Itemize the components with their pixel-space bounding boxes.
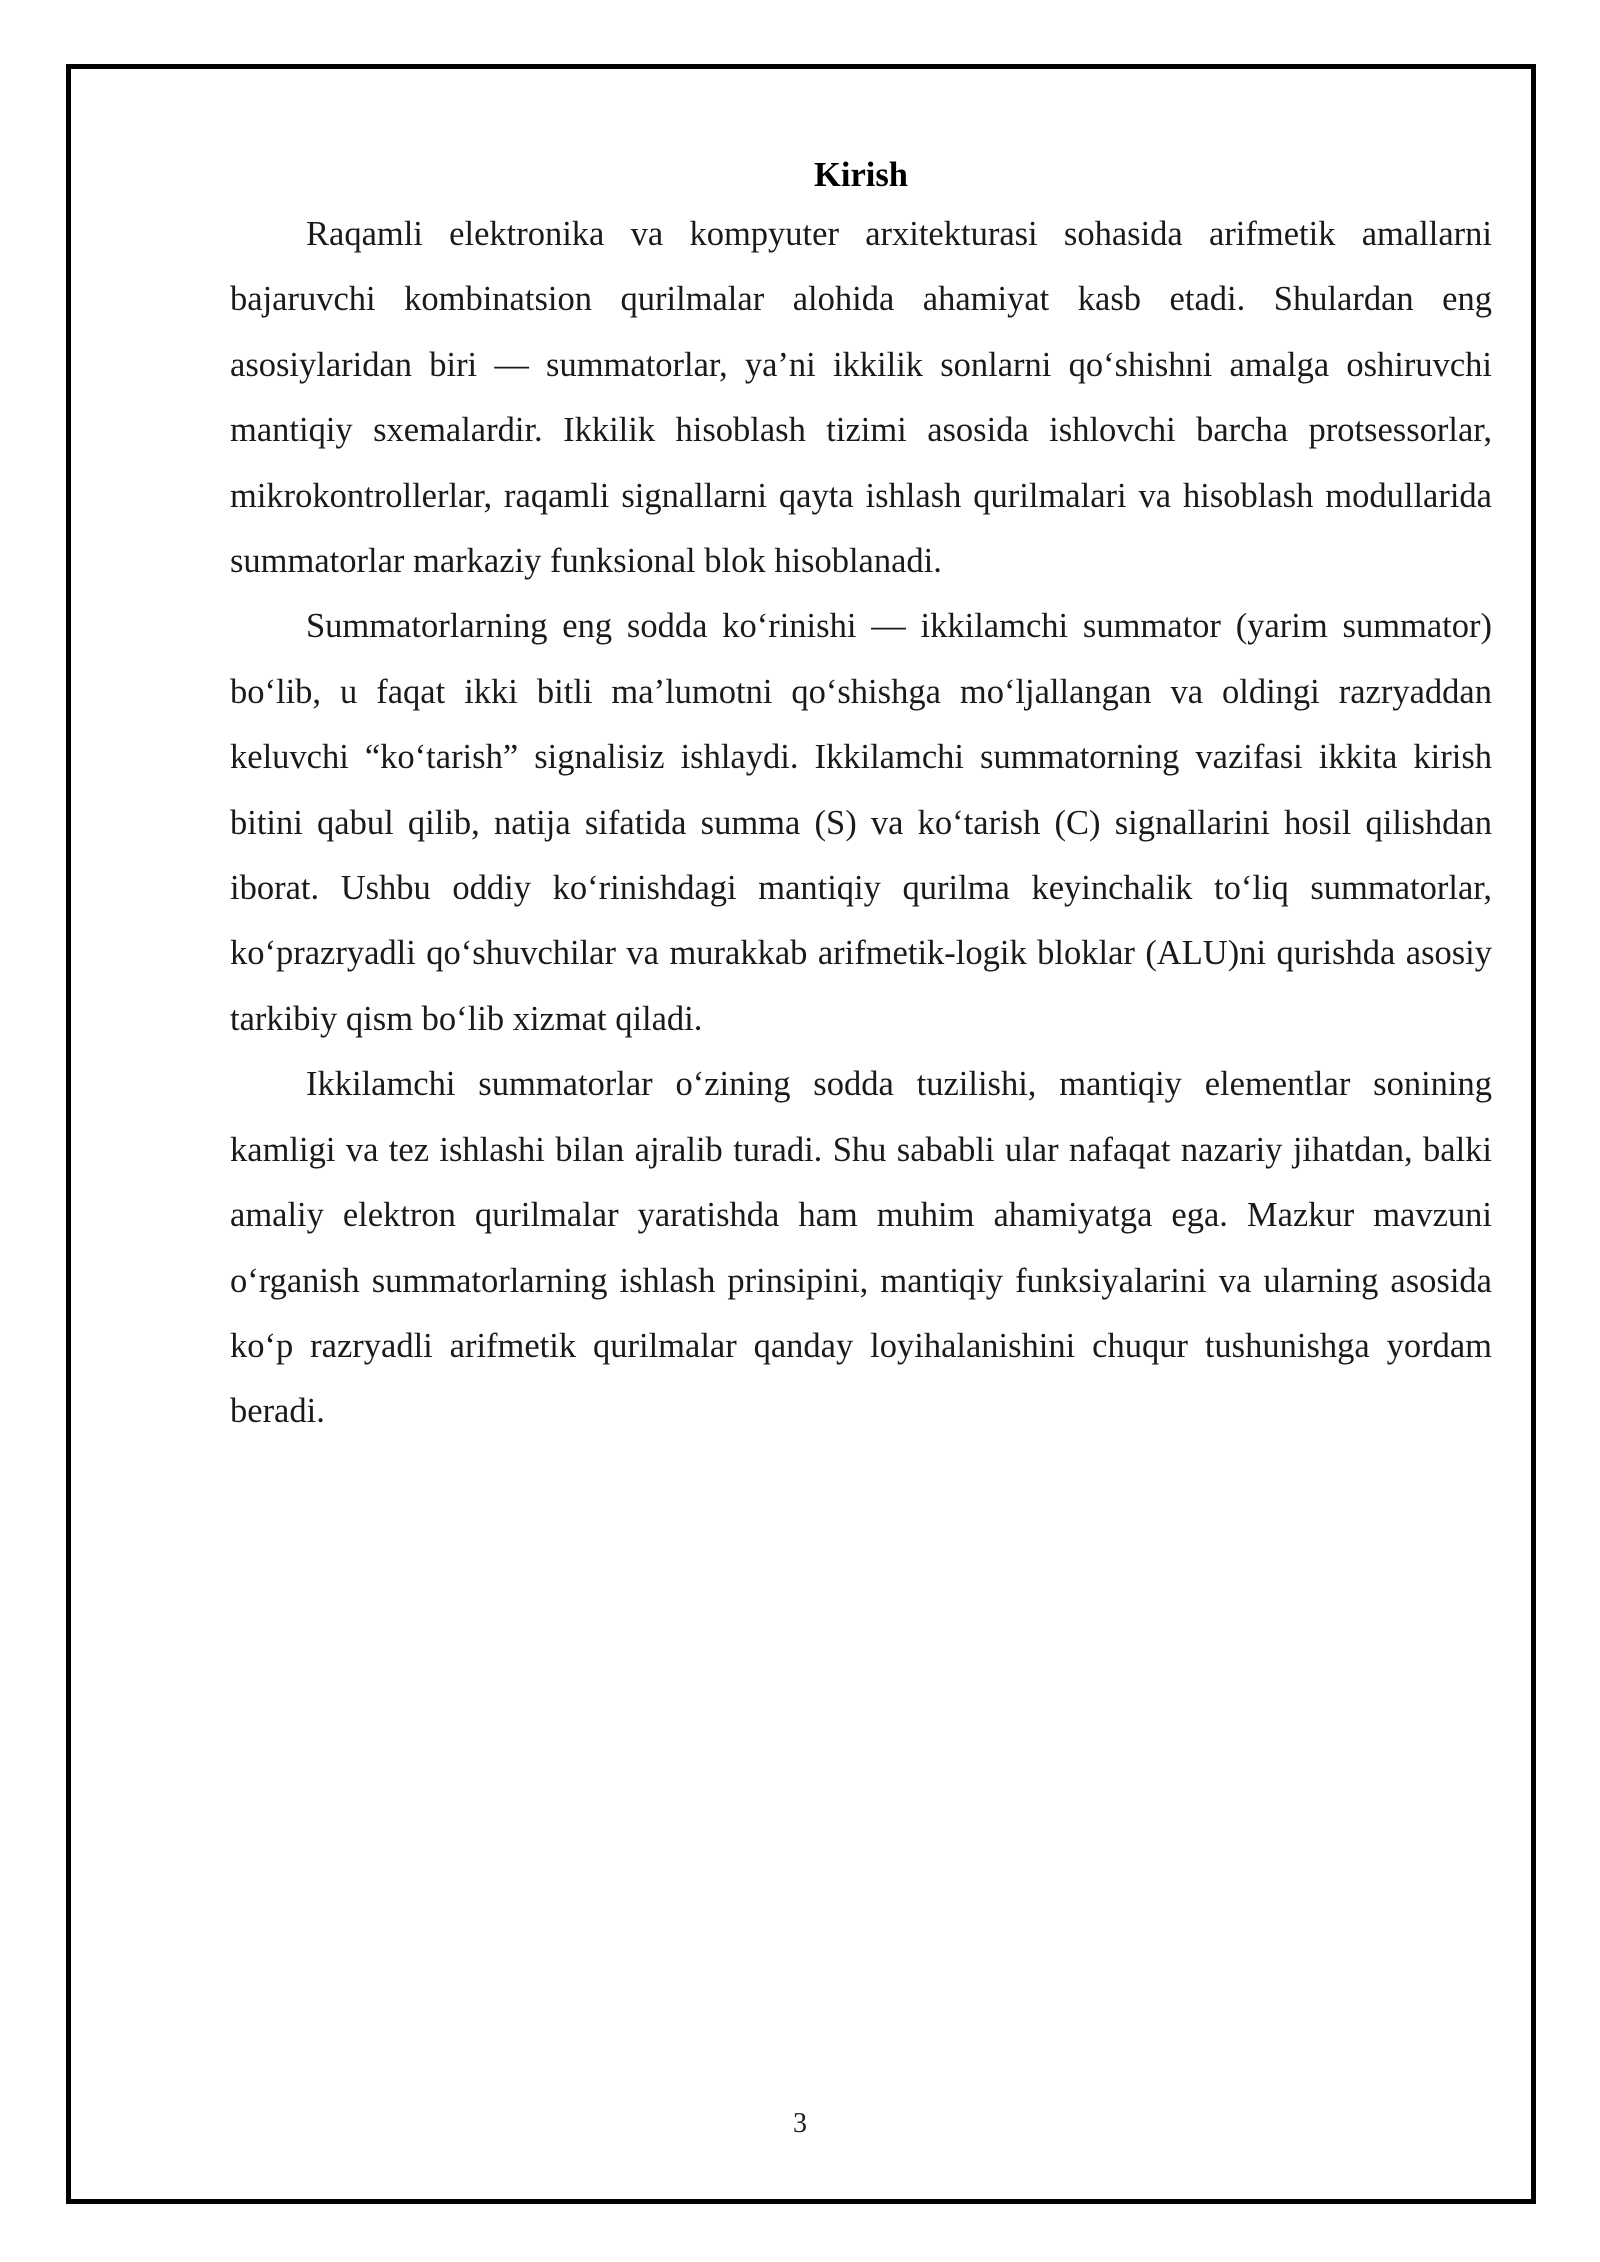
paragraph-1: Raqamli elektronika va kompyuter arxitekturasi sohasida arifmetik amallarni bajaruvchi kombinatsion qurilmalar alohida ahamiyat kasb etadi. Shulardan eng asosiylaridan biri — summatorlar, ya’ni ikkilik sonlarni qo‘shishni amalga oshiruvchi mantiqiy sxemalardir. Ikkilik hisoblash tizimi asosida ishlovchi barcha protsessorlar, mikrokontrollerlar, raqamli signallarni qayta ishlash qurilmalari va hisoblash modullarida summatorlar markaziy funksional blok hisoblanadi. [230, 215, 1492, 581]
page-title: Kirish [814, 156, 908, 194]
page-number: 3 [793, 2108, 807, 2139]
document-body [230, 148, 1492, 1445]
paragraph-3: Ikkilamchi summatorlar o‘zining sodda tuzilishi, mantiqiy elementlar sonining kamligi va tez ishlashi bilan ajralib turadi. Shu sababli ular nafaqat nazariy jihatdan, balki amaliy elektron qurilmalar yaratishda ham muhim ahamiyatga ega. Mazkur mavzuni o‘rganish summatorlarning ishlash prinsipini, mantiqiy funksiyalarini va ularning asosida ko‘p razryadli arifmetik qurilmalar qanday loyihalanishini chuqur tushunishga yordam beradi. [230, 1065, 1492, 1431]
paragraph-2: Summatorlarning eng sodda ko‘rinishi — ikkilamchi summator (yarim summator) bo‘lib, u faqat ikki bitli ma’lumotni qo‘shishga mo‘ljallangan va oldingi razryaddan keluvchi “ko‘tarish” signalisiz ishlaydi. Ikkilamchi summatorning vazifasi ikkita kirish bitini qabul qilib, natija sifatida summa (S) va ko‘tarish (C) signallarini hosil qilishdan iborat. Ushbu oddiy ko‘rinishdagi mantiqiy qurilma keyinchalik to‘liq summatorlar, ko‘prazryadli qo‘shuvchilar va murakkab arifmetik-logik bloklar (ALU)ni qurishda asosiy tarkibiy qism bo‘lib xizmat qiladi. [230, 607, 1492, 1038]
